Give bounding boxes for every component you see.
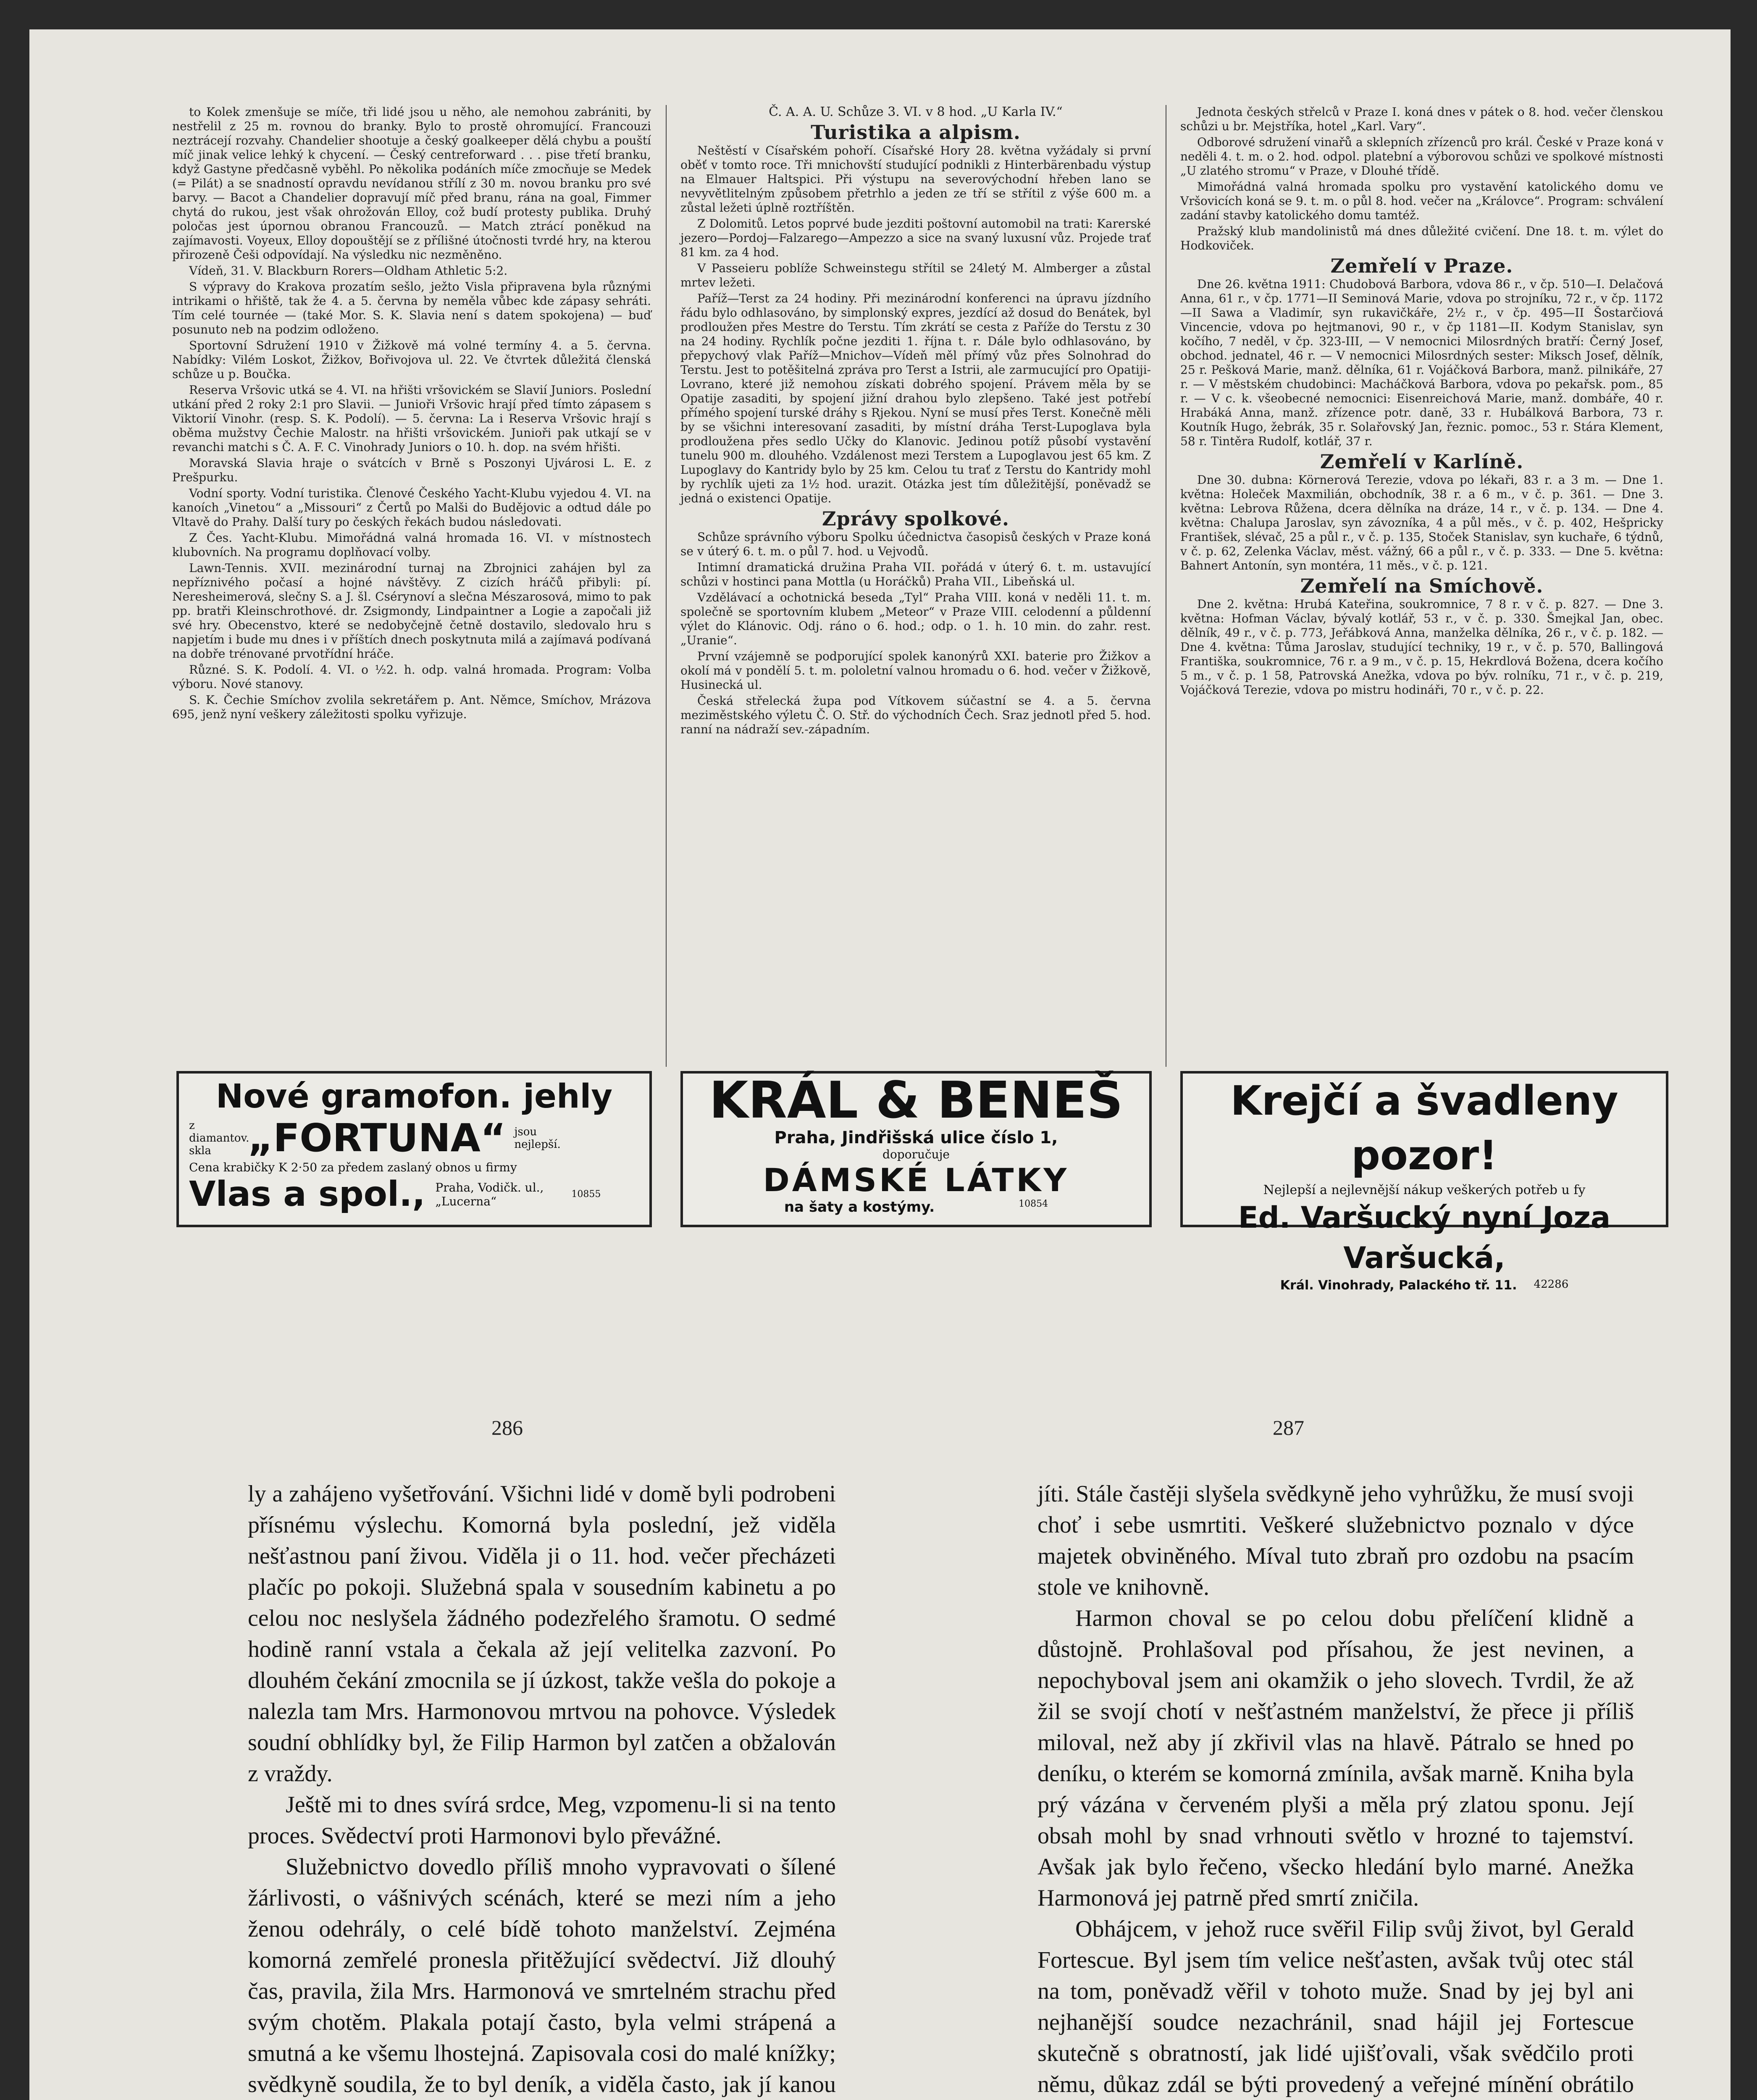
news-paragraph: Moravská Slavia hraje o svátcích v Brně s Poszonyi Ujvárosi L. E. z Prešpurku. <box>172 456 651 484</box>
news-paragraph: Česká střelecká župa pod Vítkovem súčastní se 4. a 5. června meziměstského výletu Č. O. Stř. do východních Čech. Sraz jednotl před 5. hod. ranní na nádraží sev.-západním. <box>680 694 1151 736</box>
news-paragraph: Sportovní Sdružení 1910 v Žižkově má volné termíny 4. a 5. června. Nabídky: Vilém Loskot, Žižkov, Bořivojova ul. 22. Ve čtvrtek důležitá členská schůze u p. Boučka. <box>172 339 651 381</box>
column-divider <box>666 105 667 1067</box>
book-pages <box>29 1260 1731 2100</box>
news-paragraph: Z Dolomitů. Letos poprvé bude jezditi poštovní automobil na trati: Karerské jezero—Pordoj—Falzarego—Ampezzo a sice na svaný luxusní vůz. Projede trať 81 km. za 4 hod. <box>680 217 1151 259</box>
newspaper-upper-half <box>29 29 1731 1293</box>
news-paragraph: Mimořádná valná hromada spolku pro vystavění katolického domu ve Vršovicích koná se 9. t. m. o půl 8. hod. večer na „Královce“. Program: schválení zadání stavby katolického domu tamtéž. <box>1180 180 1663 222</box>
heading-turistika: Turistika a alpism. <box>811 121 1021 144</box>
news-paragraph: Jednota českých střelců v Praze I. koná dnes v pátek o 8. hod. večer členskou schůzi u br. Mejstříka, hotel „Karl. Vary“. <box>1180 105 1663 133</box>
ad-varsucky-title: Krejčí a švadleny pozor! <box>1230 1077 1618 1179</box>
heading-zemreli-karlin: Zemřelí v Karlíně. <box>1320 450 1524 473</box>
news-paragraph: Intimní dramatická družina Praha VII. pořádá v úterý 6. t. m. ustavující schůzi v hostinci pana Mottla (u Horáčků) Praha VII., Libeňská ul. <box>680 560 1151 588</box>
ad-fortuna-firm: Vlas a spol., <box>189 1174 425 1214</box>
ad-fortuna-code: 10855 <box>571 1189 601 1200</box>
ad-varsucky <box>1180 1071 1668 1293</box>
ad-fortuna-price: Cena krabičky K 2·50 za předem zaslaný obnos u firmy <box>189 1160 517 1174</box>
news-paragraph: Pražský klub mandolinistů má dnes důležité cvičení. Dne 18. t. m. výlet do Hodkoviček. <box>1180 224 1663 252</box>
ad-varsucky-desc: Nejlepší a nejlevnější nákup veškerých potřeb u fy <box>1263 1183 1586 1197</box>
news-paragraph: Neštěstí v Císařském pohoří. Císařské Hory 28. května vyžádaly si první oběť v tomto roce. Tři mnichovští studující podnikli z Hinterbärenbadu výstup na Elmauer Haltspici. Při výstupu na severovýchodní hřeben lano se nevyvětlitelným způsobem přetrhlo a jeden ze tří se střítil z výše 600 m. a zůstal ležeti úplně roztříštěn. <box>680 144 1151 215</box>
page-number-right: 287 <box>1273 1416 1304 1439</box>
book-paragraph: Harmon choval se po celou dobu přelíčení klidně a důstojně. Prohlašoval pod přísahou, že jest nevinen, a nepochyboval jsem ani okamžik o jeho slovech. Tvrdil, že až žil se svojí chotí v nešťastném manželství, že přece ji příliš miloval, než aby jí zkřivil vlas na hlavě. Pátralo se hned po deníku, o kterém se komorná zmínila, avšak marně. Kniha byla prý vázána v červeném plyši a měla prý zlatou sponu. Její obsah mohl by snad vrhnouti světlo v hrozné to tajemství. Avšak jak bylo řečeno, všecko hledání bylo marné. Anežka Harmonová jej patrně před smrtí zničila. <box>1037 1605 1634 1911</box>
ad-kral-benes-title: KRÁL & BENEŠ <box>709 1071 1123 1130</box>
ad-varsucky-address: Král. Vinohrady, Palackého tř. 11. <box>1280 1278 1517 1293</box>
book-paragraph: Ještě mi to dnes svírá srdce, Meg, vzpomenu-li si na tento proces. Svědectví proti Harmonovi bylo převážné. <box>248 1792 836 1849</box>
heading-zpravy-spolkove: Zprávy spolkové. <box>822 507 1010 530</box>
news-paragraph: to Kolek zmenšuje se míče, tři lidé jsou u něho, ale nemohou zabrániti, by nestřelil z 25 m. rovnou do branky. Bylo to prostě ohromující. Francouzi neztrácejí rozvahy. Chandelier shootuje a český goalkeeper dělá chybu a pouští míč jinak velice lehký k chycení. — Český centreforward . . . pise třetí branku, když Gastyne předčasně vyběhl. Po několika podáních míče zmocňuje se Medek (= Pilát) a se snadností opravdu nevídanou střílí z 30 m. novou branku pro své barvy. — Bacot a Chandelier dopravují míč před branu, rána na goal, Fimmer chytá do rukou, jest však ohrožován Elloy, což budí protesty publika. Druhý poločas jest úpornou obranou Francouzů. — Match ztrácí poněkud na zajímavosti. Voyeux, Elloy dopouštějí se z přílišné útočnosti tvrdé hry, na kterou přirozeně Češi odpovídají. Na výsledku nic nezměněno. <box>172 105 651 262</box>
newspaper-page <box>29 29 1731 2100</box>
column-left <box>172 105 651 1067</box>
news-paragraph: První vzájemně se podporující spolek kanonýrů XXI. baterie pro Žižkov a okolí má v pondělí 5. t. m. pololetní valnou hromadu o 6. hod. večer v Žižkově, Husinecká ul. <box>680 649 1151 692</box>
book-paragraph: jíti. Stále častěji slyšela svědkyně jeho vyhrůžku, že musí svoji choť i sebe usmrtiti. Veškeré služebnictvo poznalo v dýce majetek obviněného. Míval tuto zbraň pro ozdobu na psacím stole ve knihovně. <box>1037 1481 1634 1600</box>
news-paragraph: Paříž—Terst za 24 hodiny. Při mezinárodní konferenci na úpravu jízdního řádu bylo odhlasováno, by simplonský expres, jezdící až dosud do Benátek, byl prodloužen přes Mestre do Terstu. Tím zkrátí se cesta z Paříže do Terstu z 30 na 24 hodiny. Rychlík počne jezditi 1. října t. r. Dále bylo odhlasováno, by přepychový vlak Paříž—Mnichov—Vídeň měl přímý vůz přes Solnohrad do Terstu. Jest to potěšitelná zpráva pro Terst a Istrii, ale zarmucující pro Opatiji-Lovrano, které již nemohou získati dobrého spojení. Právem měla by se Opatije zasaditi, by spojení jižní drahou bylo zlepšeno. Také jest potřebí přímého spojení turské dráhy s Rjekou. Nyní se musí přes Terst. Konečně měli by se všichni interesovaní zasaditi, by místní dráha Terst-Lupoglava byla prodloužena přes sedlo Učky do Klanovic. Jedinou potíž působí vystavění tunelu 900 m. dlouhého. Vzdálenost mezi Terstem a Lupoglavou jest 65 km. Z Lupoglavy do Kantridy bylo by 25 km. Celou tu trať z Terstu do Kantridy mohl by rychlík ujeti za 1½ hod. urazit. Otázka jest tím důležitější, poněvadž se jedná o existenci Opatije. <box>680 291 1151 505</box>
news-paragraph: Vodní sporty. Vodní turistika. Členové Českého Yacht-Klubu vyjedou 4. VI. na kanoích „Vinetou“ a „Missouri“ z Čertů po Malši do Budějovic a odtud dále po Vltavě do Prahy. Další tury po českých řekách budou následovati. <box>172 486 651 529</box>
ad-kral-benes <box>680 1071 1152 1227</box>
book-paragraph: Služebnictvo dovedlo příliš mnoho vypravovati o šílené žárlivosti, o vášnivých scénách, které se mezi ním a jeho ženou odehrály, o celé bídě tohoto manželství. Zejména komorná zemřelé pronesla přitěžující svědectví. Již dlouhý čas, pravila, žila Mrs. Harmonová ve smrtelném strachu před svým chotěm. Plakala potají často, byla velmi strápená a smutná a ke všemu lhostejná. Zapisovala cosi do malé knížky; svědkyně soudila, že to byl deník, a viděla často, jak jí kanou <box>248 1854 836 2097</box>
column-middle <box>680 105 1151 1067</box>
ad-fortuna <box>176 1071 652 1227</box>
ad-varsucky-firm: Ed. Varšucký nyní Joza Varšucká, <box>1238 1200 1611 1275</box>
news-paragraph: Z Čes. Yacht-Klubu. Mimořádná valná hromada 16. VI. v místnostech klubovních. Na programu doplňovací volby. <box>172 531 651 559</box>
ad-fortuna-brand-tail: jsou nejlepší. <box>514 1125 561 1151</box>
news-paragraph: Reserva Vršovic utká se 4. VI. na hřišti vršovickém se Slavií Juniors. Poslední utkání před 2 roky 2:1 pro Slavii. — Junioři Vršovic hrají před tímto zápasem s Viktorií Vinohr. (resp. S. K. Podolí). — 5. června: La i Reserva Vršovic hrají s oběma mužstvy Čechie Malostr. na hřišti vršovickém. Junioři pak utkají se v revanchi matchi s Č. A. F. C. Vinohrady Juniors o 10. h. dop. na svém hřišti. <box>172 383 651 454</box>
news-paragraph: Schůze správního výboru Spolku účednictva časopisů českých v Praze koná se v úterý 6. t. m. o půl 7. hod. u Vejvodů. <box>680 530 1151 558</box>
zemreli-smichov-text: Dne 2. května: Hrubá Kateřina, soukromnice, 7 8 r. v č. p. 827. — Dne 3. května: Hofman Václav, bývalý kotlář, 53 r., v č. p. 330. Šmejkal Jan, obec. dělník, 49 r., v č. p. 773, Jeřábková Anna, manželka dělníka, 26 r., v č. p. 182. — Dne 4. května: Tůma Jaroslav, studující techniky, 19 r., v č. p. 570, Ballingová Františka, soukromnice, 76 r. a 9 m., v č. p. 15, Hekrdlová Božena, dcera kočího 5 m., v č. p. 1 58, Patrovská Anežka, vdova po býv. rolníku, 71 r., v č. p. 219, Vojáčková Terezie, vdova po mistru hodináři, 70 r., v č. p. 22. <box>1180 597 1663 697</box>
book-page-right <box>1037 1478 1634 2100</box>
ad-fortuna-title: Nové gramofon. jehly <box>215 1078 613 1116</box>
ad-kral-benes-goods: DÁMSKÉ LÁTKY <box>763 1161 1069 1199</box>
news-paragraph: S výpravy do Krakova prozatím sešlo, ježto Visla připravena byla různými intrikami o hřiště, tak že 4. a 5. června by neměla vůbec kde zápasy sehráti. Tím celé tournée — (také Mor. S. K. Slavia není s datem spokojena) — buď posunuto neb na podzim odloženo. <box>172 280 651 336</box>
news-paragraph: Vzdělávací a ochotnická beseda „Tyl“ Praha VIII. koná v neděli 11. t. m. společně se sportovním klubem „Meteor“ v Praze VIII. celodenní a půldenní výlet do Klánovic. Odj. ráno o 6. hod.; odp. o 1. h. 10 min. do zahr. rest. „Uranie“. <box>680 591 1151 647</box>
ad-kral-benes-recommends: doporučuje <box>882 1147 950 1161</box>
news-paragraph: Odborové sdružení vinařů a sklepních zřízenců pro král. České v Praze koná v neděli 4. t. m. o 2. hod. odpol. platební a výborovou schůzi ve spolkové místnosti „U zlatého stromu“ v Praze, v Dlouhé třídě. <box>1180 135 1663 178</box>
ad-fortuna-small: z diamantov. skla <box>189 1119 249 1157</box>
ad-varsucky-code: 42286 <box>1534 1278 1569 1291</box>
news-paragraph: V Passeieru poblíže Schweinstegu střítil se 24letý M. Almberger a zůstal mrtev ležeti. <box>680 261 1151 289</box>
ad-fortuna-address: Praha, Vodičk. ul., „Lucerna“ <box>435 1180 544 1208</box>
book-page-left <box>248 1478 836 2100</box>
caau-notice: Č. A. A. U. Schůze 3. VI. v 8 hod. „U Karla IV.“ <box>769 105 1063 119</box>
ad-fortuna-brand: „FORTUNA“ <box>248 1116 506 1160</box>
zemreli-karlin-text: Dne 30. dubna: Körnerová Terezie, vdova po lékaři, 83 r. a 3 m. — Dne 1. května: Holeček Maxmilián, obchodník, 38 r. a 6 m., v č. p. 361. — Dne 3. května: Lebrova Růžena, dcera dělníka na dráze, 14 r., v č. p. 134. — Dne 4. května: Chalupa Jaroslav, syn závozníka, 4 a půl měs., v č. p. 402, Hešpricky František, slévač, 25 a půl r., v č. p. 135, Stoček Stanislav, syn kuchaře, 6 týdnů, v č. p. 62, Zelenka Václav, měst. vážný, 66 a půl r., v č. p. 333. — Dne 5. května: Bahnert Antonín, syn montéra, 11 měs., v č. p. 121. <box>1180 473 1663 572</box>
page-number-left: 286 <box>491 1416 523 1439</box>
heading-zemreli-smichov: Zemřelí na Smíchově. <box>1300 575 1544 597</box>
news-paragraph: Různé. S. K. Podolí. 4. VI. o ½2. h. odp. valná hromada. Program: Volba výboru. Nové stanovy. <box>172 663 651 691</box>
heading-zemreli-praha: Zemřelí v Praze. <box>1330 255 1513 277</box>
column-right <box>1180 105 1663 1067</box>
news-paragraph: S. K. Čechie Smíchov zvolila sekretářem p. Ant. Němce, Smíchov, Mrázova 695, jenž nyní veškery záležitosti spolku vyřizuje. <box>172 693 651 721</box>
book-paragraph: ly a zahájeno vyšetřování. Všichni lidé v domě byli podrobeni přísnému výslechu. Komorná byla poslední, jež viděla nešťastnou paní živou. Viděla ji o 11. hod. večer přecházeti plačíc po pokoji. Služebná spala v sousedním kabinetu a po celou noc neslyšela žádného podezřelého šramotu. O sedmé hodině ranní vstala a čekala až její velitelka zazvoní. Po dlouhém čekání zmocnila se jí úzkost, takže vešla do pokoje a nalezla tam Mrs. Harmonovou mrtvou na pohovce. Výsledek soudní obhlídky byl, že Filip Harmon byl zatčen a obžalován z vraždy. <box>248 1481 836 1787</box>
news-paragraph: Lawn-Tennis. XVII. mezinárodní turnaj na Zbrojnici zahájen byl za nepříznivého počasí a hojné návštěvy. Z cizích hráčů přibyli: pí. Neresheimerová, slečny S. a J. šl. Csérynoví a slečna Mészarosová, mimo to pak pp. bratři Kleinschrothové. dr. Zsigmondy, Lindpaintner a Logie a započali již své hry. Obecenstvo, které se nedobyčejně četně dostavilo, sledovalo hru s napjetím i bude mu dnes i v příštích dnech poskytnuta milá a zajímavá podívaná na dobře trénované prvotřídní hráče. <box>172 561 651 661</box>
book-paragraph: Obhájcem, v jehož ruce svěřil Filip svůj život, byl Gerald Fortescue. Byl jsem tím velice nešťasten, avšak tvůj otec stál na tom, poněvadž věřil v tohoto muže. Snad by jej byl ani nejhanější soudce nezachránil, snad hájil jej Fortescue skutečně s obratností, jak lidé ujišťovali, však svědčilo proti němu, důkaz zdál se býti provedený a veřejné mínění obrátilo <box>1037 1916 1634 2097</box>
zemreli-praha-text: Dne 26. května 1911: Chudobová Barbora, vdova 86 r., v čp. 510—I. Delačová Anna, 61 r., v čp. 1771—II Seminová Marie, vdova po strojníku, 72 r., v čp. 1172—II Sawa a Vladimír, syn rukavičkáře, 2½ r., v čp. 495—II Šostarčiová Vincencie, vdova po hejtmanovi, 90 r., v čp 1181—II. Kodym Stanislav, syn kočího, 7 neděl, v čp. 323-III, — V nemocnici Milosrdných bratří: Černý Josef, obchod. jednatel, 46 r. — V nemocnici Milosrdných sester: Miksch Josef, dělník, 25 r. Pešková Marie, manž. dělníka, 61 r. Vojáčková Barbora, manž. pilnikáře, 27 r. — V městském chudobinci: Macháčková Barbora, vdova po pekařsk. pom., 85 r. — V c. k. všeobecné nemocnici: Eisenreichová Marie, manž. dombáře, 40 r. Hrabáká Anna, manž. zřízence potr. daně, 33 r. Hubálková Barbora, 73 r. Koutník Hugo, žebrák, 35 r. Solařovský Jan, řeznic. pomoc., 53 r. Stára Klement, 58 r. Tintěra Rudolf, kotlář, 37 r. <box>1180 277 1663 448</box>
ad-kral-benes-code: 10854 <box>1019 1199 1048 1209</box>
ad-kral-benes-purpose: na šaty a kostýmy. <box>784 1199 935 1215</box>
ad-kral-benes-address: Praha, Jindřišská ulice číslo 1, <box>774 1128 1058 1147</box>
news-paragraph: Vídeň, 31. V. Blackburn Rorers—Oldham Athletic 5:2. <box>189 264 508 278</box>
